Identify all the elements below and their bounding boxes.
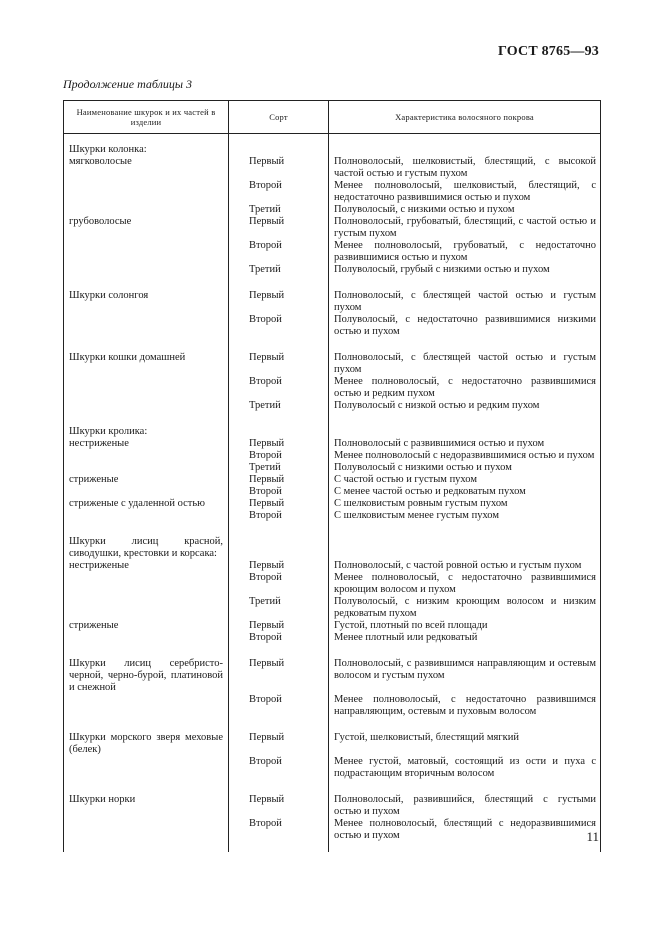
spacer-cell (329, 412, 601, 426)
grade-cell: Первый (229, 156, 329, 180)
pelt-name-cell (64, 486, 229, 498)
table-spacer-row (64, 644, 601, 658)
column-header-description: Характеристика волосяного покрова (329, 101, 601, 134)
grade-cell (229, 536, 329, 560)
pelt-name-cell (64, 510, 229, 522)
table-row (64, 204, 601, 216)
spacer-cell (329, 276, 601, 290)
pelt-name-cell: Шкурки кошки домашней (64, 352, 229, 376)
table-row (64, 510, 601, 522)
table-row (64, 134, 601, 157)
table-row (64, 462, 601, 474)
document-code: ГОСТ 8765—93 (498, 44, 599, 59)
description-cell: Менее полноволосый, шелковистый, блестящий, с недостаточно развившимися остью и пухом (329, 180, 601, 204)
description-cell: Полноволосый, с блестящей частой остью и густым пухом (329, 290, 601, 314)
table-spacer-row (64, 338, 601, 352)
table-row (64, 756, 601, 780)
spacer-cell (64, 276, 229, 290)
pelt-name-cell (64, 240, 229, 264)
table-row (64, 290, 601, 314)
table-spacer-row (64, 412, 601, 426)
pelt-name-cell: Шкурки морского зверя меховые (белек) (64, 732, 229, 756)
table-row (64, 438, 601, 450)
grade-cell: Первый (229, 732, 329, 756)
pelt-name-cell (64, 632, 229, 644)
description-cell (329, 426, 601, 438)
description-cell: Полуволосый, с недостаточно развившимися низкими остью и пухом (329, 314, 601, 338)
table-row (64, 560, 601, 572)
table-row (64, 620, 601, 632)
grade-cell: Второй (229, 450, 329, 462)
grade-cell: Второй (229, 510, 329, 522)
pelt-name-cell (64, 314, 229, 338)
table-row (64, 352, 601, 376)
spacer-cell (64, 412, 229, 426)
table-caption: Продолжение таблицы 3 (63, 77, 193, 91)
spacer-cell (64, 522, 229, 536)
spacer-cell (64, 842, 229, 852)
spacer-cell (229, 276, 329, 290)
table-row (64, 486, 601, 498)
pelt-name-cell: нестриженые (64, 438, 229, 450)
pelt-name-cell (64, 400, 229, 412)
pelt-name-cell: Шкурки лисиц серебристо-черной, черно-бурой, платиновой и снежной (64, 658, 229, 694)
spacer-cell (329, 718, 601, 732)
pelt-name-cell (64, 572, 229, 596)
table-header-row (64, 101, 601, 134)
description-cell: С шелковистым ровным густым пухом (329, 498, 601, 510)
table-spacer-row (64, 522, 601, 536)
grade-cell: Второй (229, 486, 329, 498)
spacer-cell (64, 718, 229, 732)
pelt-name-cell (64, 462, 229, 474)
grade-cell: Второй (229, 314, 329, 338)
grade-cell: Второй (229, 756, 329, 780)
spacer-cell (229, 338, 329, 352)
grade-cell: Второй (229, 572, 329, 596)
grade-cell: Первый (229, 216, 329, 240)
grade-cell: Третий (229, 400, 329, 412)
table-spacer-row (64, 780, 601, 794)
table-row (64, 400, 601, 412)
table-row (64, 536, 601, 560)
grade-cell: Первый (229, 794, 329, 818)
grade-cell: Второй (229, 180, 329, 204)
pelt-name-cell: Шкурки норки (64, 794, 229, 818)
table-row (64, 794, 601, 818)
grade-cell: Первый (229, 560, 329, 572)
description-cell: Полуволосый, с низкими остью и пухом (329, 204, 601, 216)
description-cell: С частой остью и густым пухом (329, 474, 601, 486)
description-cell: Полноволосый, с частой ровной остью и густым пухом (329, 560, 601, 572)
description-cell: Менее полноволосый, с недостаточно развившимися кроющим волосом и пухом (329, 572, 601, 596)
table-row (64, 694, 601, 718)
description-cell: Полуволосый, грубый с низкими остью и пухом (329, 264, 601, 276)
pelt-name-cell: стриженые (64, 474, 229, 486)
page-number: 11 (586, 829, 599, 844)
grade-cell: Второй (229, 632, 329, 644)
grade-cell: Первый (229, 290, 329, 314)
table-row (64, 572, 601, 596)
description-cell: Полноволосый, с развившимся направляющим и остевым волосом и густым пухом (329, 658, 601, 694)
grade-cell: Второй (229, 694, 329, 718)
table-row (64, 450, 601, 462)
table-row (64, 474, 601, 486)
description-cell: Полноволосый, шелковистый, блестящий, с высокой частой остью и густым пухом (329, 156, 601, 180)
description-cell: Полноволосый, грубоватый, блестящий, с частой остью и густым пухом (329, 216, 601, 240)
table-row (64, 596, 601, 620)
description-cell: Менее густой, матовый, состоящий из ости и пуха с подрастающим вторичным волосом (329, 756, 601, 780)
spacer-cell (229, 644, 329, 658)
pelt-name-cell: мягковолосые (64, 156, 229, 180)
grading-table (63, 100, 601, 852)
table-body (64, 134, 601, 853)
table-row (64, 216, 601, 240)
pelt-name-cell: грубоволосые (64, 216, 229, 240)
grade-cell: Первый (229, 474, 329, 486)
table-row (64, 658, 601, 694)
spacer-cell (64, 338, 229, 352)
description-cell: Полноволосый, с блестящей частой остью и густым пухом (329, 352, 601, 376)
pelt-name-cell (64, 376, 229, 400)
pelt-name-cell: нестриженые (64, 560, 229, 572)
description-cell: Полуволосый с низкой остью и редким пухом (329, 400, 601, 412)
pelt-name-cell: стриженые (64, 620, 229, 632)
table-end-row (64, 842, 601, 852)
pelt-name-cell (64, 204, 229, 216)
pelt-name-cell (64, 264, 229, 276)
description-cell: Менее полноволосый, блестящий с недоразвившимися остью и пухом (329, 818, 601, 842)
table-row (64, 264, 601, 276)
spacer-cell (229, 412, 329, 426)
pelt-name-cell: Шкурки колонка: (64, 134, 229, 157)
grade-cell: Первый (229, 352, 329, 376)
pelt-name-cell (64, 694, 229, 718)
pelt-name-cell (64, 818, 229, 842)
table-row (64, 376, 601, 400)
description-cell: Менее полноволосый с недоразвившимися остью и пухом (329, 450, 601, 462)
description-cell (329, 134, 601, 157)
description-cell: Густой, плотный по всей площади (329, 620, 601, 632)
spacer-cell (329, 338, 601, 352)
table-row (64, 314, 601, 338)
table-row (64, 156, 601, 180)
description-cell: Полноволосый, развившийся, блестящий с густыми остью и пухом (329, 794, 601, 818)
description-cell: С менее частой остью и редковатым пухом (329, 486, 601, 498)
grade-cell: Третий (229, 596, 329, 620)
grade-cell: Второй (229, 376, 329, 400)
grade-cell: Первый (229, 438, 329, 450)
table-spacer-row (64, 276, 601, 290)
description-cell: Менее полноволосый, с недостаточно развившимся направляющим, остевым и пуховым волосом (329, 694, 601, 718)
column-header-name: Наименование шкурок и их частей в изделии (64, 101, 229, 134)
spacer-cell (64, 780, 229, 794)
spacer-cell (329, 842, 601, 852)
grade-cell: Третий (229, 264, 329, 276)
table-row (64, 818, 601, 842)
grade-cell: Первый (229, 498, 329, 510)
table-spacer-row (64, 718, 601, 732)
pelt-name-cell: Шкурки солонгоя (64, 290, 229, 314)
table-row (64, 498, 601, 510)
pelt-name-cell: Шкурки кролика: (64, 426, 229, 438)
column-header-grade: Сорт (229, 101, 329, 134)
table-row (64, 732, 601, 756)
grade-cell: Третий (229, 204, 329, 216)
grade-cell (229, 134, 329, 157)
spacer-cell (329, 644, 601, 658)
grade-cell (229, 426, 329, 438)
grade-cell: Второй (229, 240, 329, 264)
pelt-name-cell: стриженые с удаленной остью (64, 498, 229, 510)
spacer-cell (229, 780, 329, 794)
description-cell: Полноволосый с развившимися остью и пухом (329, 438, 601, 450)
pelt-name-cell: Шкурки лисиц красной, сиводушки, крестовки и корсака: (64, 536, 229, 560)
description-cell: Менее полноволосый, грубоватый, с недостаточно развившимися остью и пухом (329, 240, 601, 264)
table-row (64, 426, 601, 438)
pelt-name-cell (64, 450, 229, 462)
spacer-cell (64, 644, 229, 658)
grade-cell: Второй (229, 818, 329, 842)
spacer-cell (229, 718, 329, 732)
grade-cell: Первый (229, 620, 329, 632)
table-row (64, 632, 601, 644)
pelt-name-cell (64, 756, 229, 780)
description-cell: Полуволосый, с низким кроющим волосом и низким редковатым пухом (329, 596, 601, 620)
description-cell: Густой, шелковистый, блестящий мягкий (329, 732, 601, 756)
spacer-cell (329, 522, 601, 536)
description-cell: С шелковистым менее густым пухом (329, 510, 601, 522)
description-cell: Менее плотный или редковатый (329, 632, 601, 644)
spacer-cell (229, 522, 329, 536)
spacer-cell (329, 780, 601, 794)
grade-cell: Третий (229, 462, 329, 474)
spacer-cell (229, 842, 329, 852)
description-cell: Менее полноволосый, с недостаточно развившимися остью и редким пухом (329, 376, 601, 400)
table-row (64, 180, 601, 204)
grade-cell: Первый (229, 658, 329, 694)
pelt-name-cell (64, 180, 229, 204)
table-row (64, 240, 601, 264)
description-cell (329, 536, 601, 560)
description-cell: Полуволосый с низкими остью и пухом (329, 462, 601, 474)
pelt-name-cell (64, 596, 229, 620)
